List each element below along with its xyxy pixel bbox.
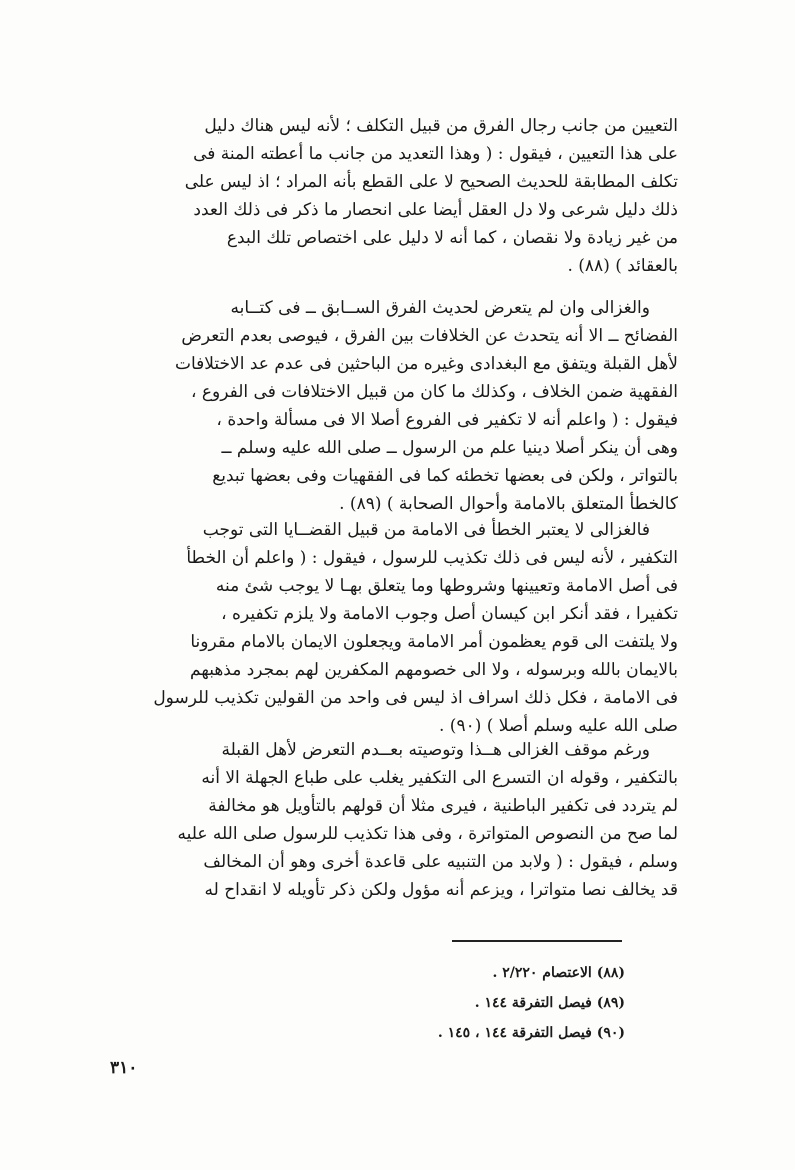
text-line: ذلك دليل شرعى ولا دل العقل أيضا على انحصار ما ذكر فى ذلك العدد (193, 200, 678, 220)
text-line: لأهل القبلة ويتفق مع البغدادى وغيره من الباحثين فى عدم عد الاختلافات (174, 354, 678, 374)
text-line: بالتواتر ، ولكن فى بعضها تخطئه كما فى الفقهيات وفى بعضها تبديع (212, 466, 678, 486)
text-line: فالغزالى لا يعتبر الخطأ فى الامامة من قبيل القضــايا التى توجب (202, 520, 650, 540)
text-line: فى الامامة ، فكل ذلك اسراف اذ ليس فى واحد من القولين تكذيب للرسول (153, 688, 678, 708)
paragraph-1 (118, 112, 678, 280)
text-line: الفقهية ضمن الخلاف ، وكذلك ما كان من قبيل الاختلافات فى الفروع ، (191, 382, 678, 402)
text-line: بالعقائد ) (٨٨) . (567, 256, 678, 276)
paragraph-2 (118, 294, 678, 518)
text-line: فيقول : ( واعلم أنه لا تكفير فى الفروع أصلا الا فى مسألة واحدة ، (216, 410, 678, 430)
text-line: التعيين من جانب رجال الفرق من قبيل التكلف ؛ لأنه ليس هناك دليل (204, 116, 678, 136)
text-line: قد يخالف نصا متواترا ، ويزعم أنه مؤول ولكن ذكر تأويله لا انقداح له (204, 880, 678, 900)
text-line: التكفير ، لأنه ليس فى ذلك تكذيب للرسول ، فيقول : ( واعلم أن الخطأ (186, 548, 678, 568)
paragraph-4 (118, 736, 678, 904)
footnote-88: (٨٨) الاعتصام ٢/٢٢٠ . (492, 965, 625, 981)
footnote-90: (٩٠) فيصل التفرقة ١٤٤ ، ١٤٥ . (437, 1025, 625, 1041)
text-line: على هذا التعيين ، فيقول : ( وهذا التعديد من جانب ما أعطته المنة فى (193, 144, 678, 164)
text-line: من غير زيادة ولا نقصان ، كما أنه لا دليل على اختصاص تلك البدع (226, 228, 678, 248)
footnote-divider (452, 940, 622, 942)
text-line: كالخطأ المتعلق بالامامة وأحوال الصحابة ) (٨٩) . (339, 494, 678, 514)
text-line: لم يتردد فى تكفير الباطنية ، فيرى مثلا أن قولهم بالتأويل هو مخالفة (208, 796, 678, 816)
text-line: ولا يلتفت الى قوم يعظمون أمر الامامة ويجعلون الايمان بالامام مقرونا (190, 632, 678, 652)
text-line: وسلم ، فيقول : ( ولابد من التنبيه على قاعدة أخرى وهو أن المخالف (203, 852, 678, 872)
text-line: لما صح من النصوص المتواترة ، وفى هذا تكذيب للرسول صلى الله عليه (177, 824, 678, 844)
paragraph-3 (118, 516, 678, 740)
text-line: والغزالى وان لم يتعرض لحديث الفرق الســابق ــ فى كتــابه (230, 298, 650, 318)
footnote-89: (٨٩) فيصل التفرقة ١٤٤ . (474, 995, 625, 1011)
footnotes (300, 958, 625, 1048)
text-line: تكفيرا ، فقد أنكر ابن كيسان أصل وجوب الامامة ولا يلزم تكفيره ، (221, 604, 678, 624)
text-line: بالايمان بالله وبرسوله ، ولا الى خصومهم المكفرين لهم بمجرد مذهبهم (190, 660, 678, 680)
text-line: تكلف المطابقة للحديث الصحيح لا على القطع بأنه المراد ؛ اذ ليس على (184, 172, 678, 192)
text-line: الفضائح ــ الا أنه يتحدث عن الخلافات بين الفرق ، فيوصى بعدم التعرض (181, 326, 678, 346)
text-line: ورغم موقف الغزالى هــذا وتوصيته بعــدم التعرض لأهل القبلة (221, 740, 650, 760)
text-line: صلى الله عليه وسلم أصلا ) (٩٠) . (439, 716, 678, 736)
page-number: ٣١٠ (110, 1058, 138, 1078)
text-line: وهى أن ينكر أصلا دينيا علم من الرسول ــ صلى الله عليه وسلم ــ (221, 438, 678, 458)
text-line: بالتكفير ، وقوله ان التسرع الى التكفير يغلب على طباع الجهلة الا أنه (201, 768, 678, 788)
text-line: فى أصل الامامة وتعيينها وشروطها وما يتعلق بهـا لا يوجب شئ منه (215, 576, 678, 596)
